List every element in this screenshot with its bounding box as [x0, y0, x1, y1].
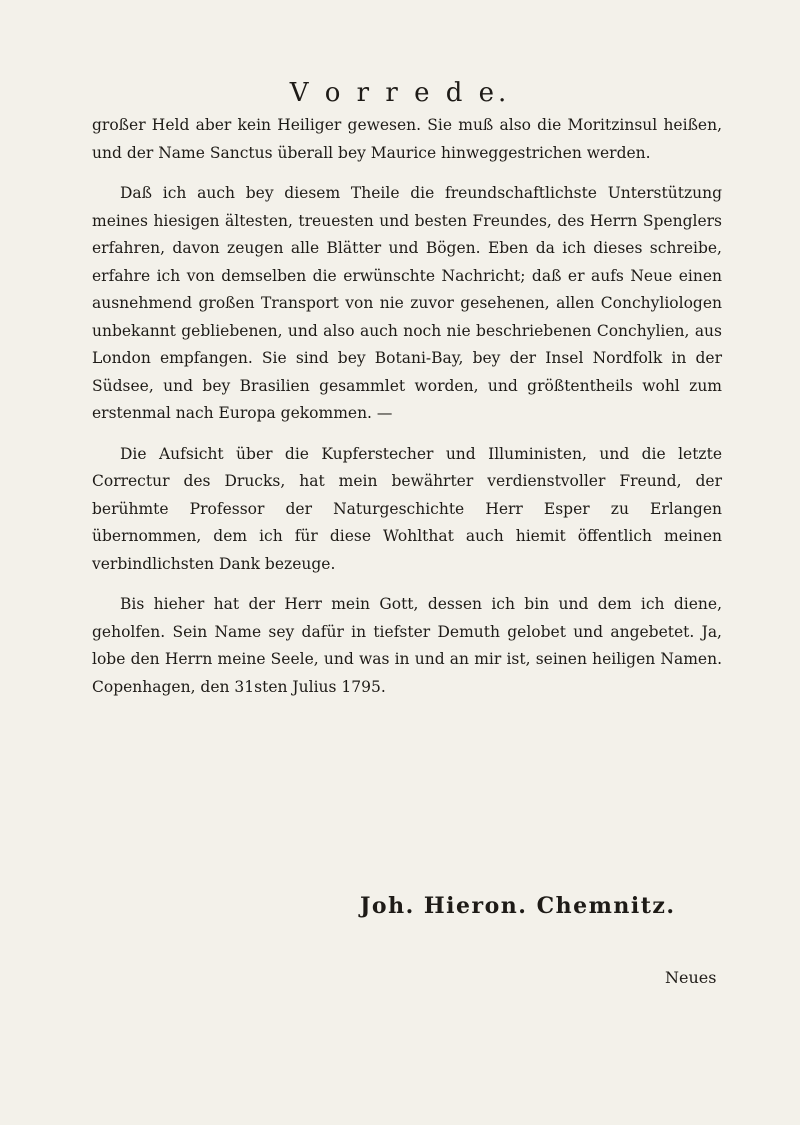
- paragraph: Die Aufsicht über die Kupferstecher und Illuministen, und die letzte Correctur des Drucks, hat mein bewährter verdienstvoller Freund, der berühmte Professor der Naturgeschichte Herr Esper zu Erlangen übernommen, dem ich für diese Wohlthat auch hiemit öffentlich meinen verbindlichsten Dank bezeuge.: [92, 444, 722, 573]
- running-head: V o r r e d e.: [289, 78, 511, 108]
- author-signature: Joh. Hieron. Chemnitz.: [360, 893, 676, 919]
- catchword: Neues: [665, 968, 717, 987]
- paragraph: Daß ich auch bey diesem Theile die freundschaftlichste Unterstützung meines hiesigen ältesten, treuesten und besten Freundes, des Herrn Spenglers erfahren, davon zeugen alle Blätter und Bögen. Eben da ich dieses schreibe, erfahre ich von demselben die erwünschte Nachricht; daß er aufs Neue einen ausnehmend großen Transport von nie zuvor gesehenen, allen Conchyliologen unbekannt gebliebenen, und also auch noch nie beschriebenen Conchylien, aus London empfangen. Sie sind bey Botani-Bay, bey der Insel Nordfolk in der Südsee, und bey Brasilien gesammlet worden, und größtentheils wohl zum erstenmal nach Europa gekommen. —: [92, 184, 722, 422]
- body-text: [92, 112, 722, 701]
- paragraph: Bis hieher hat der Herr mein Gott, dessen ich bin und dem ich diene, geholfen. Sein Name sey dafür in tiefster Demuth gelobet und angebetet. Ja, lobe den Herrn meine Seele, und was in und an mir ist, seinen heiligen Namen. Copenhagen, den 31sten Julius 1795.: [92, 595, 722, 696]
- paragraph: großer Held aber kein Heiliger gewesen. Sie muß also die Moritzinsul heißen, und der Name Sanctus überall bey Maurice hinweggestrichen werden.: [92, 116, 722, 162]
